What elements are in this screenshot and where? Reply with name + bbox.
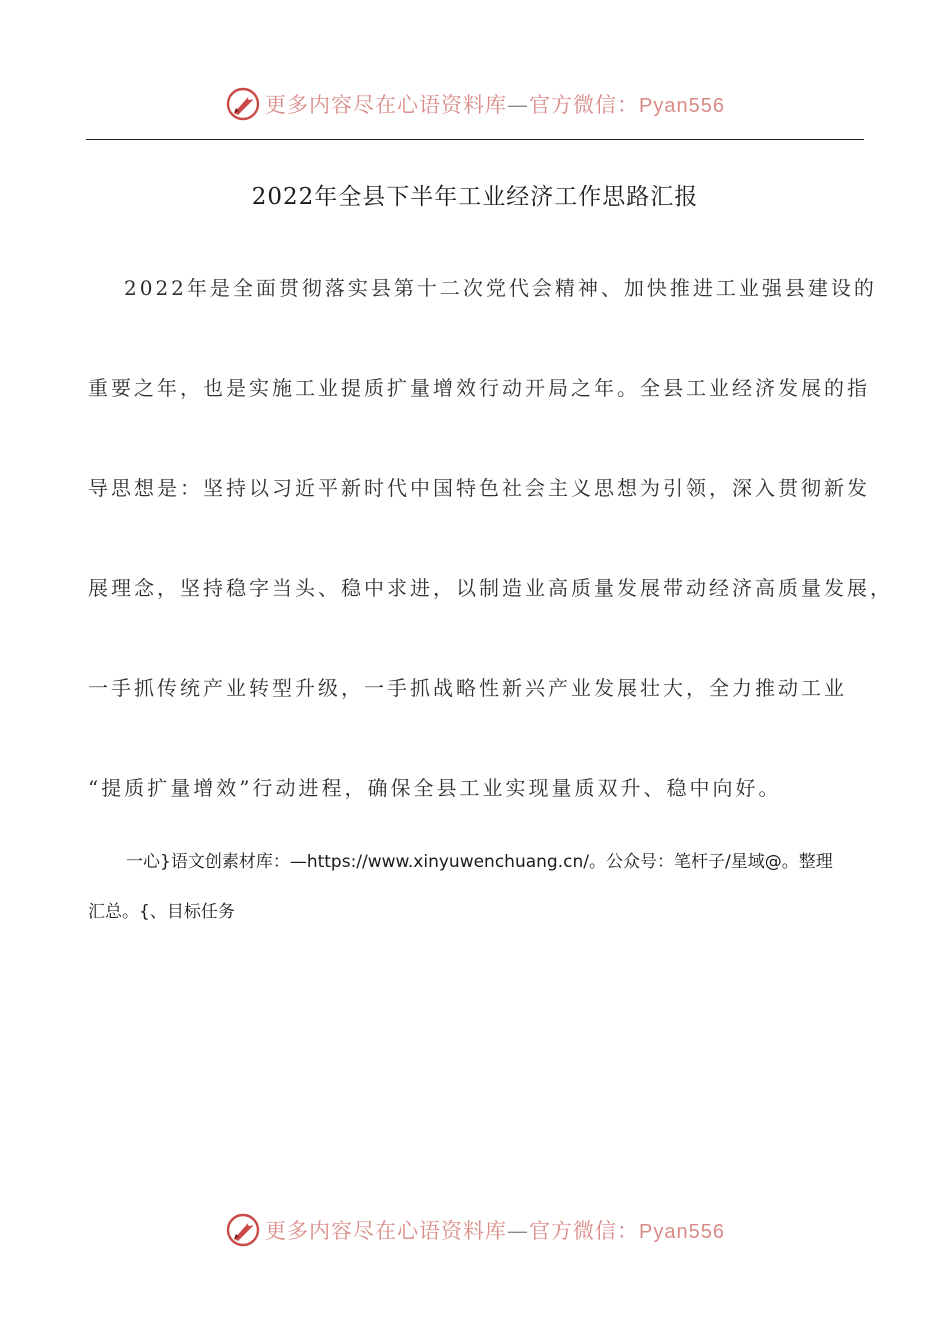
note-line: 汇总。{、目标任务 [88, 902, 235, 922]
footer-banner [0, 1210, 950, 1250]
banner-separator: — [507, 93, 530, 117]
paragraph-line: 导思想是：坚持以习近平新时代中国特色社会主义思想为引领，深入贯彻新发 [88, 476, 870, 500]
document-title: 2022年全县下半年工业经济工作思路汇报 [251, 184, 699, 210]
header-divider [86, 139, 864, 140]
paragraph-line: 重要之年，也是实施工业提质扩量增效行动开局之年。全县工业经济发展的指 [88, 376, 870, 400]
banner-main-text: 更多内容尽在心语资料库 [265, 93, 508, 117]
banner-main-text: 更多内容尽在心语资料库 [265, 1219, 508, 1243]
banner-wechat-id: Pyan556 [639, 95, 725, 117]
pen-nib-logo-icon [225, 1212, 261, 1248]
paragraph-line: “提质扩量增效”行动进程，确保全县工业实现量质双升、稳中向好。 [88, 776, 782, 800]
banner-text [265, 1215, 725, 1245]
banner-label: 官方微信： [529, 1219, 640, 1243]
paragraph-line: 展理念，坚持稳字当头、稳中求进，以制造业高质量发展带动经济高质量发展， [88, 576, 893, 600]
banner-label: 官方微信： [529, 93, 640, 117]
paragraph-line: 一手抓传统产业转型升级，一手抓战略性新兴产业发展壮大，全力推动工业 [88, 676, 847, 700]
paragraph-line: 2022年是全面贯彻落实县第十二次党代会精神、加快推进工业强县建设的 [124, 276, 877, 300]
header-banner [0, 84, 950, 124]
pen-nib-logo-icon [225, 86, 261, 122]
banner-wechat-id: Pyan556 [639, 1221, 725, 1243]
note-line: 一心}语文创素材库：—https://www.xinyuwenchuang.cn/。公众号：笔杆子/星域@。整理 [126, 852, 833, 872]
banner-text [265, 89, 725, 119]
banner-separator: — [507, 1219, 530, 1243]
